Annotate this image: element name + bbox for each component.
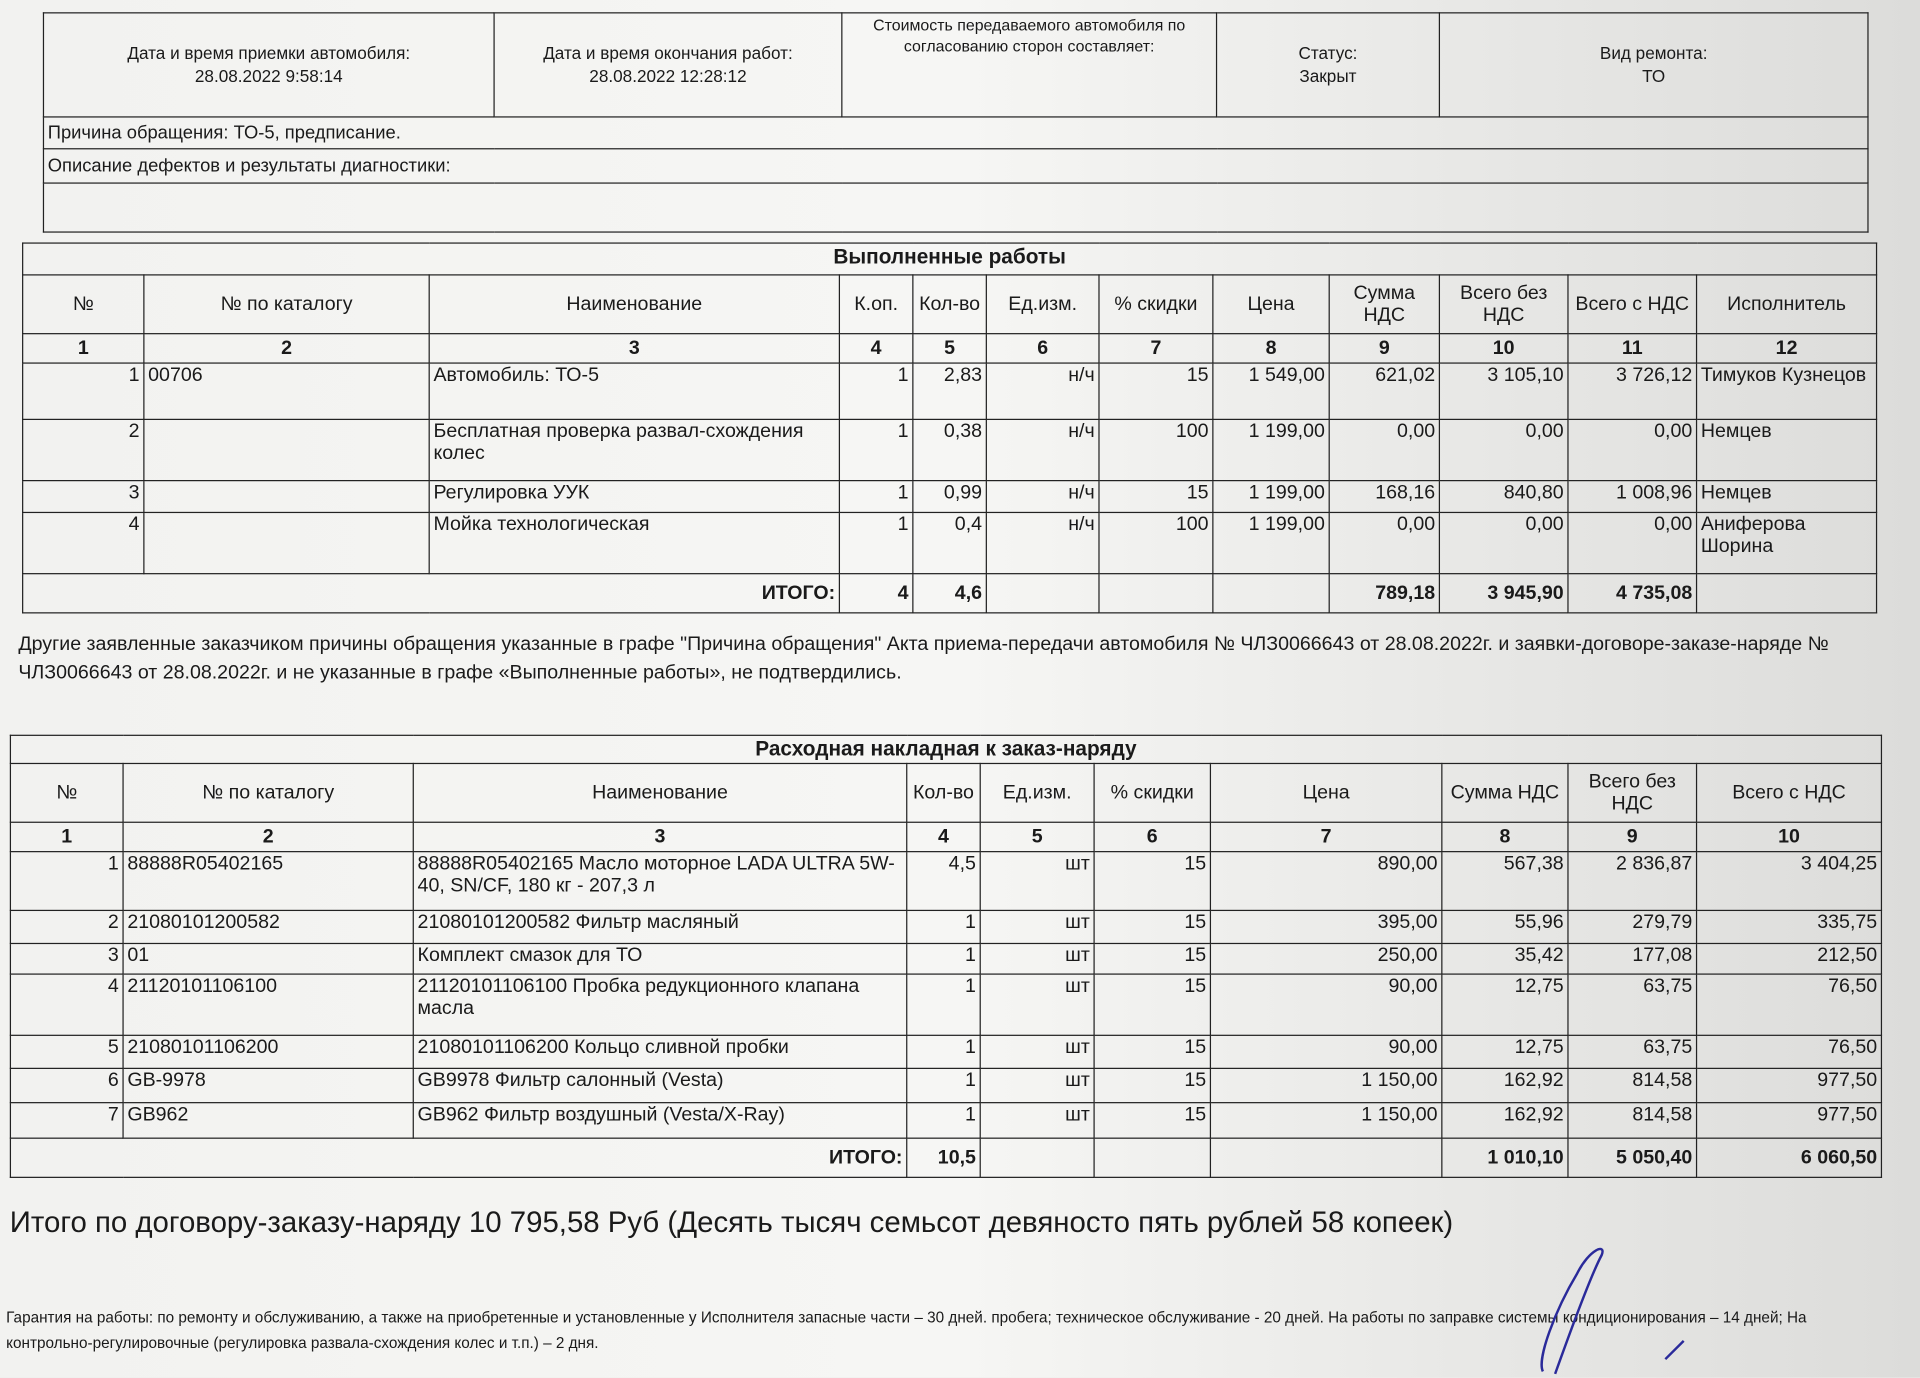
table-cell: 0,99 — [913, 481, 986, 513]
signature — [1469, 1237, 1689, 1378]
table-cell: 21120101106100 — [123, 974, 413, 1035]
column-header: Цена — [1210, 763, 1441, 822]
column-header: % скидки — [1094, 763, 1210, 822]
received-label: Дата и время приемки автомобиля: — [127, 42, 411, 63]
column-header: Всего с НДС — [1568, 275, 1697, 334]
table-cell: 90,00 — [1210, 974, 1441, 1035]
table-row — [10, 1068, 1881, 1102]
table-cell: н/ч — [986, 512, 1099, 573]
table-cell: 168,16 — [1329, 481, 1439, 513]
table-cell: 1 150,00 — [1210, 1068, 1441, 1102]
table-cell: 250,00 — [1210, 943, 1441, 974]
table-header-row — [10, 763, 1881, 822]
table-cell: 1 — [10, 852, 123, 911]
works-table — [22, 242, 1877, 613]
column-number: 2 — [144, 334, 429, 363]
table-cell: 4 — [10, 974, 123, 1035]
table-row — [23, 363, 1877, 419]
table-cell: Аниферова Шорина — [1697, 512, 1877, 573]
table-cell: Комплект смазок для ТО — [413, 943, 906, 974]
total-gross: 6 060,50 — [1697, 1138, 1882, 1177]
repair-type-value: ТО — [1642, 66, 1666, 86]
table-cell: 100 — [1099, 419, 1213, 480]
table-row — [23, 419, 1877, 480]
table-cell: 335,75 — [1697, 910, 1882, 943]
table-cell: 840,80 — [1439, 481, 1568, 513]
table-cell: 1 — [839, 512, 912, 573]
defects-text: Описание дефектов и результаты диагностики: — [43, 149, 1868, 183]
table-cell: 76,50 — [1697, 1035, 1882, 1068]
table-cell: шт — [980, 852, 1094, 911]
total-cell — [980, 1138, 1094, 1177]
table-cell: 1 — [907, 1035, 980, 1068]
defects-blank — [43, 183, 1868, 232]
column-number: 11 — [1568, 334, 1697, 363]
total-row — [23, 574, 1877, 613]
column-header: Сумма НДС — [1442, 763, 1568, 822]
table-row — [10, 910, 1881, 943]
table-cell: 00706 — [144, 363, 429, 419]
total-qty: 10,5 — [907, 1138, 980, 1177]
table-cell: шт — [980, 974, 1094, 1035]
table-cell: 15 — [1094, 1103, 1210, 1139]
table-cell: 63,75 — [1568, 1035, 1697, 1068]
table-cell: 814,58 — [1568, 1068, 1697, 1102]
column-number: 8 — [1442, 822, 1568, 851]
table-cell: 21080101106200 — [123, 1035, 413, 1068]
table-cell: GB-9978 — [123, 1068, 413, 1102]
table-cell: 0,4 — [913, 512, 986, 573]
table-cell: 0,00 — [1568, 512, 1697, 573]
table-cell: 162,92 — [1442, 1103, 1568, 1139]
table-row — [23, 481, 1877, 513]
total-cell — [1697, 574, 1877, 613]
table-cell: 162,92 — [1442, 1068, 1568, 1102]
total-label: ИТОГО: — [23, 574, 840, 613]
column-header: % скидки — [1099, 275, 1213, 334]
table-cell: 88888R05402165 — [123, 852, 413, 911]
table-row — [10, 852, 1881, 911]
column-number: 12 — [1697, 334, 1877, 363]
table-cell: 55,96 — [1442, 910, 1568, 943]
table-cell: 21120101106100 Пробка редукционного клапана масла — [413, 974, 906, 1035]
received-cell — [43, 13, 494, 117]
column-header: Всего с НДС — [1697, 763, 1882, 822]
total-qty: 4,6 — [913, 574, 986, 613]
table-cell: 1 — [907, 974, 980, 1035]
column-header: № по каталогу — [144, 275, 429, 334]
table-cell — [144, 481, 429, 513]
table-cell: 12,75 — [1442, 1035, 1568, 1068]
column-number: 6 — [1094, 822, 1210, 851]
repair-type-label: Вид ремонта: — [1599, 42, 1708, 63]
table-cell: 63,75 — [1568, 974, 1697, 1035]
table-cell: Немцев — [1697, 481, 1877, 513]
table-cell: 1 — [839, 481, 912, 513]
total-gross: 4 735,08 — [1568, 574, 1697, 613]
table-cell: 35,42 — [1442, 943, 1568, 974]
table-cell: 15 — [1094, 910, 1210, 943]
table-cell: 1 008,96 — [1568, 481, 1697, 513]
table-cell: Мойка технологическая — [429, 512, 839, 573]
table-cell: 177,08 — [1568, 943, 1697, 974]
column-number-row — [10, 822, 1881, 851]
column-header: К.оп. — [839, 275, 912, 334]
column-number: 9 — [1568, 822, 1697, 851]
column-number: 10 — [1439, 334, 1568, 363]
column-header: Цена — [1213, 275, 1329, 334]
column-number: 3 — [413, 822, 906, 851]
table-row — [23, 512, 1877, 573]
column-number: 4 — [839, 334, 912, 363]
column-header: № — [10, 763, 123, 822]
table-cell: 0,00 — [1329, 512, 1439, 573]
table-cell: 3 404,25 — [1697, 852, 1882, 911]
grand-total: Итого по договору-заказу-наряду 10 795,58 Руб (Десять тысяч семьсот девяносто пять рублей 58 копеек) — [9, 1206, 1454, 1240]
table-cell: 2 836,87 — [1568, 852, 1697, 911]
table-cell: шт — [980, 1103, 1094, 1139]
table-cell: 3 105,10 — [1439, 363, 1568, 419]
column-number: 6 — [986, 334, 1099, 363]
column-header: № — [23, 275, 144, 334]
column-header: Сумма НДС — [1329, 275, 1439, 334]
table-cell: 15 — [1094, 974, 1210, 1035]
status-cell — [1217, 13, 1440, 117]
table-cell: 814,58 — [1568, 1103, 1697, 1139]
reason-text: Причина обращения: ТО-5, предписание. — [43, 117, 1868, 149]
finished-value: 28.08.2022 12:28:12 — [589, 66, 747, 86]
column-number: 5 — [980, 822, 1094, 851]
total-cell — [986, 574, 1099, 613]
status-label: Статус: — [1298, 42, 1358, 63]
table-cell: 15 — [1094, 1068, 1210, 1102]
table-cell: 01 — [123, 943, 413, 974]
column-number: 5 — [913, 334, 986, 363]
table-cell: 4,5 — [907, 852, 980, 911]
table-cell: 76,50 — [1697, 974, 1882, 1035]
table-cell: Регулировка УУК — [429, 481, 839, 513]
table-cell: 6 — [10, 1068, 123, 1102]
table-cell: 7 — [10, 1103, 123, 1139]
total-cell — [1099, 574, 1213, 613]
table-cell: Немцев — [1697, 419, 1877, 480]
table-cell: 100 — [1099, 512, 1213, 573]
table-cell: 0,00 — [1439, 512, 1568, 573]
works-title: Выполненные работы — [23, 243, 1877, 275]
table-cell: 3 — [10, 943, 123, 974]
table-cell: 621,02 — [1329, 363, 1439, 419]
table-cell: н/ч — [986, 481, 1099, 513]
table-cell: шт — [980, 1035, 1094, 1068]
table-cell: 88888R05402165 Масло моторное LADA ULTRA 5W-40, SN/CF, 180 кг - 207,3 л — [413, 852, 906, 911]
table-cell: 15 — [1099, 363, 1213, 419]
table-cell: 1 — [907, 1068, 980, 1102]
column-number-row — [23, 334, 1877, 363]
table-cell — [144, 512, 429, 573]
table-cell: 0,38 — [913, 419, 986, 480]
column-header: Всего без НДС — [1439, 275, 1568, 334]
table-cell: 1 — [23, 363, 144, 419]
table-cell: GB962 Фильтр воздушный (Vesta/X-Ray) — [413, 1103, 906, 1139]
table-cell: 4 — [23, 512, 144, 573]
cost-cell — [842, 13, 1217, 117]
table-cell: Автомобиль: ТО-5 — [429, 363, 839, 419]
received-value: 28.08.2022 9:58:14 — [194, 66, 343, 86]
table-cell: 1 — [839, 363, 912, 419]
table-cell: 1 — [907, 1103, 980, 1139]
table-cell: 12,75 — [1442, 974, 1568, 1035]
finished-label: Дата и время окончания работ: — [543, 42, 793, 63]
table-cell: 1 549,00 — [1213, 363, 1329, 419]
total-net: 3 945,90 — [1439, 574, 1568, 613]
table-header-row — [23, 275, 1877, 334]
column-number: 10 — [1697, 822, 1882, 851]
column-number: 1 — [23, 334, 144, 363]
table-cell: 890,00 — [1210, 852, 1441, 911]
table-cell: 5 — [10, 1035, 123, 1068]
total-vat: 1 010,10 — [1442, 1138, 1568, 1177]
table-cell: GB962 — [123, 1103, 413, 1139]
table-cell: GB9978 Фильтр салонный (Vesta) — [413, 1068, 906, 1102]
column-number: 9 — [1329, 334, 1439, 363]
table-cell: шт — [980, 1068, 1094, 1102]
table-cell: Бесплатная проверка развал-схождения колес — [429, 419, 839, 480]
table-cell: 212,50 — [1697, 943, 1882, 974]
table-cell: н/ч — [986, 363, 1099, 419]
total-cell — [1213, 574, 1329, 613]
total-vat: 789,18 — [1329, 574, 1439, 613]
table-cell: 2 — [10, 910, 123, 943]
table-row — [10, 974, 1881, 1035]
table-cell: 1 199,00 — [1213, 419, 1329, 480]
table-cell: 15 — [1094, 943, 1210, 974]
table-cell: 21080101106200 Кольцо сливной пробки — [413, 1035, 906, 1068]
cost-label: Стоимость передаваемого автомобиля по согласованию сторон составляет: — [873, 15, 1186, 56]
column-header: Исполнитель — [1697, 275, 1877, 334]
table-cell: 0,00 — [1439, 419, 1568, 480]
column-header: Кол-во — [913, 275, 986, 334]
table-cell: шт — [980, 943, 1094, 974]
table-row — [10, 1035, 1881, 1068]
table-cell: 567,38 — [1442, 852, 1568, 911]
column-number: 2 — [123, 822, 413, 851]
column-number: 4 — [907, 822, 980, 851]
table-cell: 21080101200582 Фильтр масляный — [413, 910, 906, 943]
total-net: 5 050,40 — [1568, 1138, 1697, 1177]
table-cell: 3 — [23, 481, 144, 513]
total-row — [10, 1138, 1881, 1177]
total-label: ИТОГО: — [10, 1138, 906, 1177]
table-cell: 90,00 — [1210, 1035, 1441, 1068]
table-cell: 0,00 — [1329, 419, 1439, 480]
total-cell — [1210, 1138, 1441, 1177]
column-number: 7 — [1210, 822, 1441, 851]
parts-title: Расходная накладная к заказ-наряду — [10, 735, 1881, 763]
status-value: Закрыт — [1299, 66, 1357, 86]
table-row — [10, 1103, 1881, 1139]
total-cell — [1094, 1138, 1210, 1177]
note-text: Другие заявленные заказчиком причины обращения указанные в графе "Причина обращения" Акта приема-передачи автомобиля № ЧЛЗ0066643 от 28.08.2022г. и заявки-договоре-заказе-наряде № ЧЛЗ0066643 от 28.08.2022г. и не указанные в графе «Выполненные работы», не подтвердились. — [18, 634, 1829, 684]
table-cell: 15 — [1094, 852, 1210, 911]
table-cell: Тимуков Кузнецов — [1697, 363, 1877, 419]
table-row — [10, 943, 1881, 974]
table-cell: 21080101200582 — [123, 910, 413, 943]
table-cell: 15 — [1094, 1035, 1210, 1068]
warranty-text: Гарантия на работы: по ремонту и обслуживанию, а также на приобретенные и установленные у Исполнителя запасные части – 30 дней. пробега; техническое обслуживание - 20 дней. На работы по заправке системы кондиционирования – 14 дней; На контрольно-регулировочные (регулировка развала-схождения колес и т.п.) – 2 дня. — [6, 1308, 1807, 1352]
column-number: 3 — [429, 334, 839, 363]
column-header: Наименование — [413, 763, 906, 822]
table-cell: 1 — [839, 419, 912, 480]
column-header: Наименование — [429, 275, 839, 334]
header-table — [43, 12, 1869, 232]
table-cell: 2 — [23, 419, 144, 480]
column-header: № по каталогу — [123, 763, 413, 822]
finished-cell — [494, 13, 842, 117]
column-number: 7 — [1099, 334, 1213, 363]
table-cell: 1 199,00 — [1213, 481, 1329, 513]
column-number: 8 — [1213, 334, 1329, 363]
table-cell: 2,83 — [913, 363, 986, 419]
table-cell — [144, 419, 429, 480]
column-header: Ед.изм. — [980, 763, 1094, 822]
table-cell: 3 726,12 — [1568, 363, 1697, 419]
table-cell: 1 199,00 — [1213, 512, 1329, 573]
column-number: 1 — [10, 822, 123, 851]
column-header: Кол-во — [907, 763, 980, 822]
table-cell: 395,00 — [1210, 910, 1441, 943]
table-cell: шт — [980, 910, 1094, 943]
parts-table — [10, 735, 1882, 1178]
table-cell: 977,50 — [1697, 1103, 1882, 1139]
table-cell: н/ч — [986, 419, 1099, 480]
repair-type-cell — [1439, 13, 1868, 117]
table-cell: 279,79 — [1568, 910, 1697, 943]
column-header: Всего без НДС — [1568, 763, 1697, 822]
table-cell: 1 150,00 — [1210, 1103, 1441, 1139]
table-cell: 0,00 — [1568, 419, 1697, 480]
table-cell: 15 — [1099, 481, 1213, 513]
column-header: Ед.изм. — [986, 275, 1099, 334]
table-cell: 977,50 — [1697, 1068, 1882, 1102]
table-cell: 1 — [907, 910, 980, 943]
total-kop: 4 — [839, 574, 912, 613]
table-cell: 1 — [907, 943, 980, 974]
